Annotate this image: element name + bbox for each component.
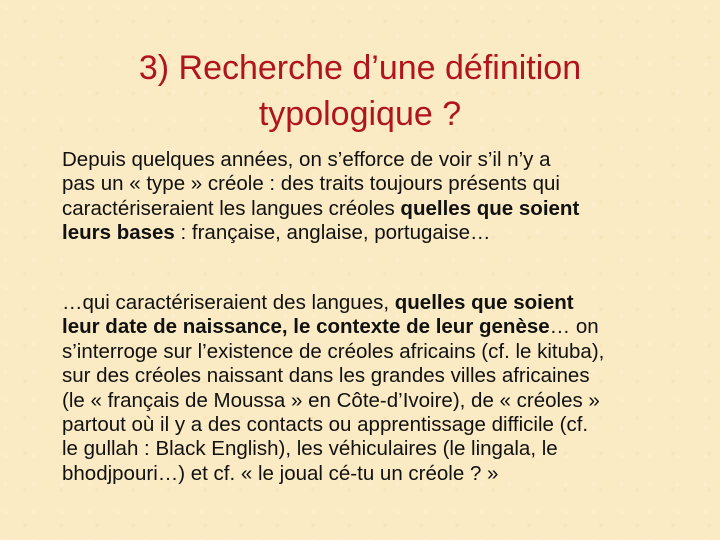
slide-title-line-1: 3) Recherche d’une définition xyxy=(138,48,582,87)
paragraph-2-line-1-text: …qui caractériseraient des langues, xyxy=(62,291,395,314)
paragraph-1-line-4 xyxy=(62,221,712,245)
paragraph-1-line-4-text: : française, anglaise, portugaise… xyxy=(174,221,491,245)
paragraph-1-line-1: Depuis quelques années, on s’efforce de voir s’il n’y a xyxy=(62,148,551,171)
paragraph-2-line-6: partout où il y a des contacts ou apprentissage difficile (cf. xyxy=(62,413,589,437)
paragraph-1-line-3-bold: quelles que soient xyxy=(400,196,580,220)
paragraph-2-line-7: le gullah : Black English), les véhiculaires (le lingala, le xyxy=(62,437,558,461)
paragraph-1 xyxy=(62,148,712,246)
paragraph-2-line-2 xyxy=(62,315,712,339)
paragraph-1-line-3 xyxy=(62,197,712,221)
paragraph-2-line-5: (le « français de Moussa » en Côte-d’Ivoire), de « créoles » xyxy=(62,388,600,412)
paragraph-1-line-4-bold: leurs bases xyxy=(62,221,175,245)
paragraph-2-line-8: bhodjpouri…) et cf. « le joual cé-tu un créole ? » xyxy=(62,461,499,485)
slide-title xyxy=(0,45,720,137)
paragraph-2-line-2-text: … on xyxy=(549,315,599,339)
paragraph-2 xyxy=(62,291,712,486)
paragraph-2-line-1-bold: quelles que soient xyxy=(394,291,574,314)
paragraph-2-line-3: s’interroge sur l’existence de créoles africains (cf. le kituba), xyxy=(62,339,605,363)
paragraph-1-line-3-text: caractériseraient les langues créoles xyxy=(62,196,401,220)
paragraph-2-line-1 xyxy=(62,291,712,315)
paragraph-2-line-4: sur des créoles naissant dans les grandes villes africaines xyxy=(62,364,590,388)
slide-title-line-2: typologique ? xyxy=(258,94,462,133)
paragraph-1-line-2: pas un « type » créole : des traits toujours présents qui xyxy=(62,172,560,196)
paragraph-2-line-2-bold: leur date de naissance, le contexte de leur genèse xyxy=(62,315,550,339)
